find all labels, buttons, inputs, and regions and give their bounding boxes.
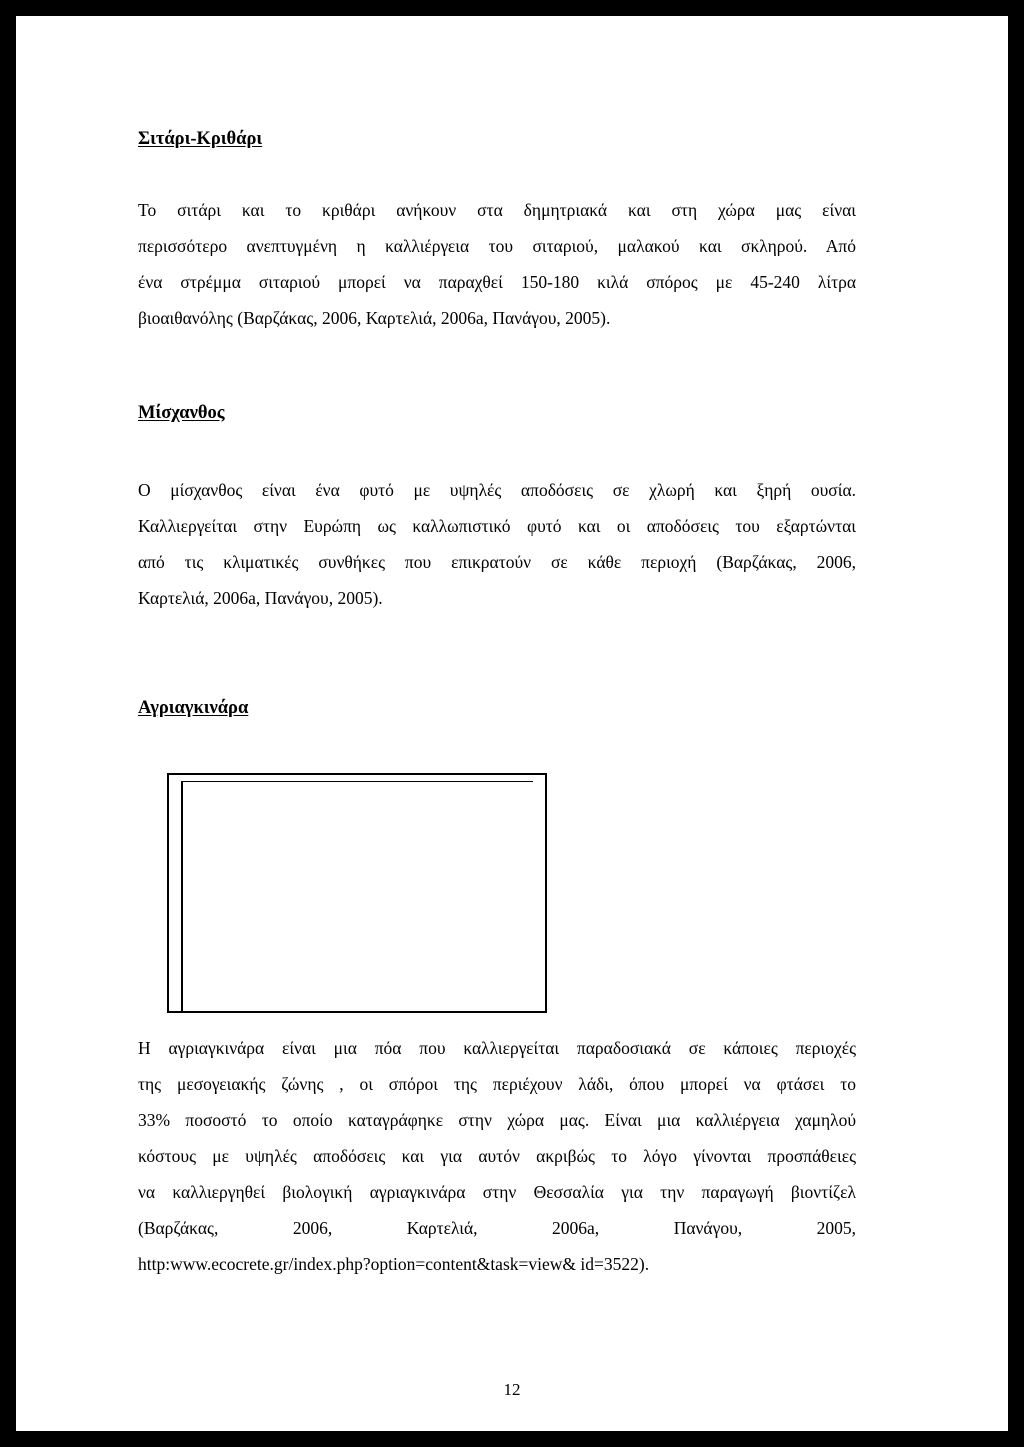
text-line: Η αγριαγκινάρα είναι μια πόα που καλλιεργείται παραδοσιακά σε κάποιες περιοχές (138, 1038, 856, 1058)
text-line: Ο μίσχανθος είναι ένα φυτό με υψηλές αποδόσεις σε χλωρή και ξηρή ουσία. (138, 480, 856, 500)
text-line: βιοαιθανόλης (Βαρζάκας, 2006, Καρτελιά, 2006a, Πανάγου, 2005). (138, 308, 611, 328)
section-heading-miscanthus: Μίσχανθος (138, 403, 225, 423)
section-heading-wild-artichoke: Αγριαγκινάρα (138, 698, 249, 718)
document-page (16, 16, 1008, 1431)
text-line: http:www.ecocrete.gr/index.php?option=content&task=view& id=3522). (138, 1254, 650, 1274)
paragraph-miscanthus (138, 472, 856, 616)
text-line: να καλλιεργηθεί βιολογική αγριαγκινάρα στην Θεσσαλία για την παραγωγή βιοντίζελ (138, 1182, 856, 1202)
text-line: (Βαρζάκας, 2006, Καρτελιά, 2006a, Πανάγου, 2005, (138, 1218, 856, 1238)
text-line: από τις κλιματικές συνθήκες που επικρατούν σε κάθε περιοχή (Βαρζάκας, 2006, (138, 552, 856, 572)
paragraph-wild-artichoke (138, 1030, 856, 1282)
figure-placeholder (167, 773, 547, 1013)
text-line: Το σιτάρι και το κριθάρι ανήκουν στα δημητριακά και στη χώρα μας είναι (138, 200, 856, 220)
page-number: 12 (503, 1380, 521, 1399)
text-line: της μεσογειακής ζώνης , οι σπόροι της περιέχουν λάδι, όπου μπορεί να φτάσει το (138, 1074, 856, 1094)
figure-inner-border (183, 781, 533, 782)
text-line: Καρτελιά, 2006a, Πανάγου, 2005). (138, 588, 383, 608)
text-line: Καλλιεργείται στην Ευρώπη ως καλλωπιστικό φυτό και οι αποδόσεις του εξαρτώνται (138, 516, 856, 536)
text-line: κόστους με υψηλές αποδόσεις και για αυτόν ακριβώς το λόγο γίνονται προσπάθειες (138, 1146, 856, 1166)
text-line: ένα στρέμμα σιταριού μπορεί να παραχθεί 150-180 κιλά σπόρος με 45-240 λίτρα (138, 272, 856, 292)
figure-inner-border (181, 781, 183, 1011)
text-line: 33% ποσοστό το οποίο καταγράφηκε στην χώρα μας. Είναι μια καλλιέργεια χαμηλού (138, 1110, 856, 1130)
text-line: περισσότερο ανεπτυγμένη η καλλιέργεια του σιταριού, μαλακού και σκληρού. Από (138, 236, 856, 256)
figure-bottom-border (169, 1011, 547, 1013)
paragraph-wheat-barley (138, 192, 856, 336)
scan-edge-mark (1013, 911, 1015, 1003)
section-heading-wheat-barley: Σιτάρι-Κριθάρι (138, 129, 263, 149)
